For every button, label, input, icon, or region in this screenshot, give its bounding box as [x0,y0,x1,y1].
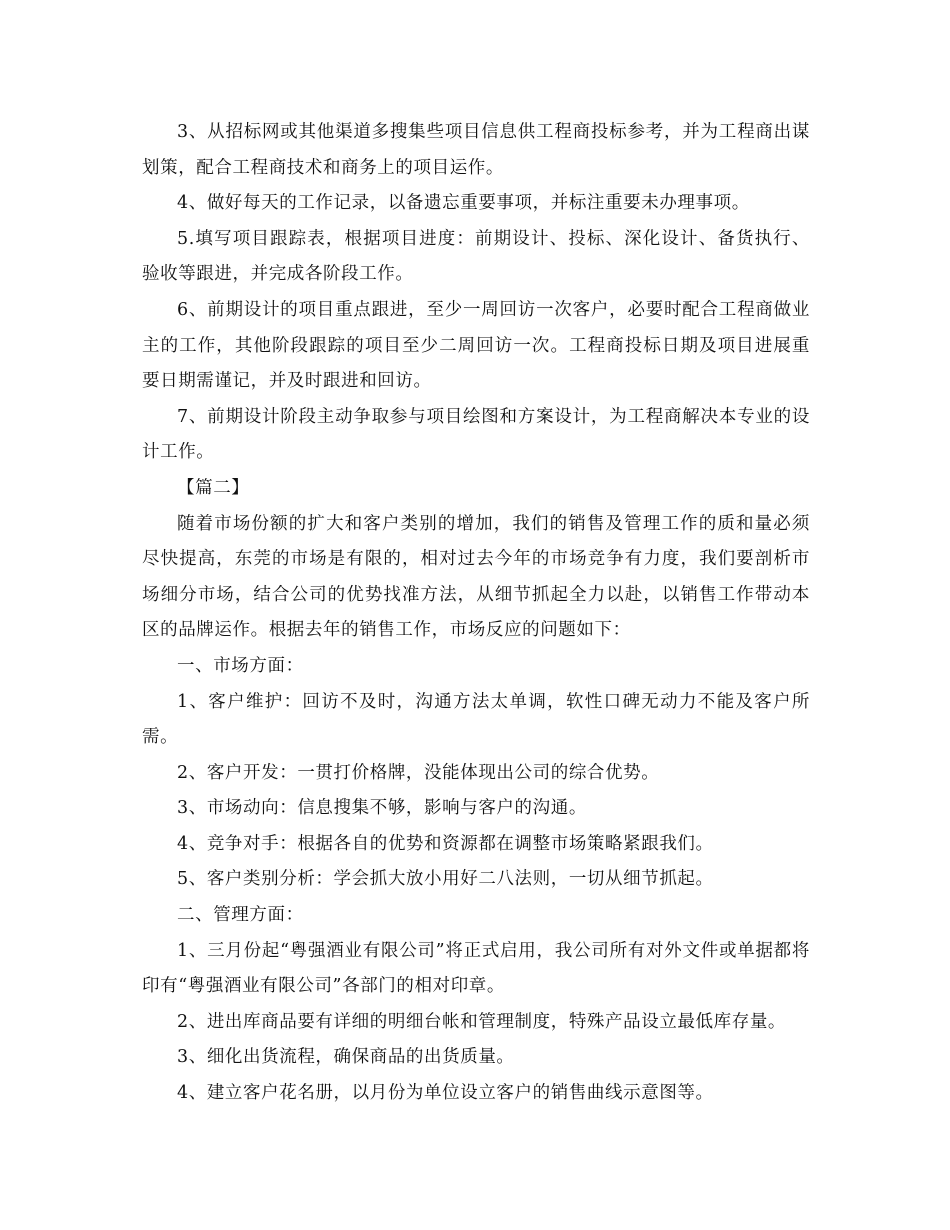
management-item-3: 3、细化出货流程，确保商品的出货质量。 [177,1047,515,1068]
management-item-4: 4、建立客户花名册，以月份为单位设立客户的销售曲线示意图等。 [177,1083,714,1104]
section-heading-management: 二、管理方面： [177,905,304,926]
paragraph-item-7: 7、前期设计阶段主动争取参与项目绘图和方案设计，为工程商解决本专业的设计工作。 [142,406,810,463]
intro-paragraph: 随着市场份额的扩大和客户类别的增加，我们的销售及管理工作的质和量必须尽快提高，东莞的市场是有限的，相对过去今年的市场竞争有力度，我们要剖析市场细分市场，结合公司的优势找准方法，从细节抓起全力以赴，以销售工作带动本区的品牌运作。根据去年的销售工作，市场反应的问题如下： [142,513,810,641]
paragraph-item-6: 6、前期设计的项目重点跟进，至少一周回访一次客户，必要时配合工程商做业主的工作，其他阶段跟踪的项目至少二周回访一次。工程商投标日期及项目进展重要日期需谨记，并及时跟进和回访。 [142,299,810,392]
management-item-1: 1、三月份起“粤强酒业有限公司”将正式启用，我公司所有对外文件或单据都将印有“粤强酒业有限公司”各部门的相对印章。 [142,940,810,997]
section-heading-part-two: 【篇二】 [177,477,250,498]
market-item-2: 2、客户开发：一贯打价格牌，没能体现出公司的综合优势。 [177,762,660,783]
market-item-5: 5、客户类别分析：学会抓大放小用好二八法则，一切从细节抓起。 [177,869,714,890]
market-item-4: 4、竞争对手：根据各自的优势和资源都在调整市场策略紧跟我们。 [177,833,714,854]
market-item-1: 1、客户维护：回访不及时，沟通方法太单调，软性口碑无动力不能及客户所需。 [142,691,810,748]
section-heading-market: 一、市场方面： [177,655,304,676]
paragraph-item-4: 4、做好每天的工作记录，以备遗忘重要事项，并标注重要未办理事项。 [177,193,750,214]
document-body [142,115,810,1112]
paragraph-item-5: 5.填写项目跟踪表，根据项目进度：前期设计、投标、深化设计、备货执行、验收等跟进，并完成各阶段工作。 [142,228,810,285]
paragraph-item-3: 3、从招标网或其他渠道多搜集些项目信息供工程商投标参考，并为工程商出谋划策，配合工程商技术和商务上的项目运作。 [142,122,810,178]
market-item-3: 3、市场动向：信息搜集不够，影响与客户的沟通。 [177,798,587,819]
management-item-2: 2、进出库商品要有详细的明细台帐和管理制度，特殊产品设立最低库存量。 [177,1011,787,1032]
